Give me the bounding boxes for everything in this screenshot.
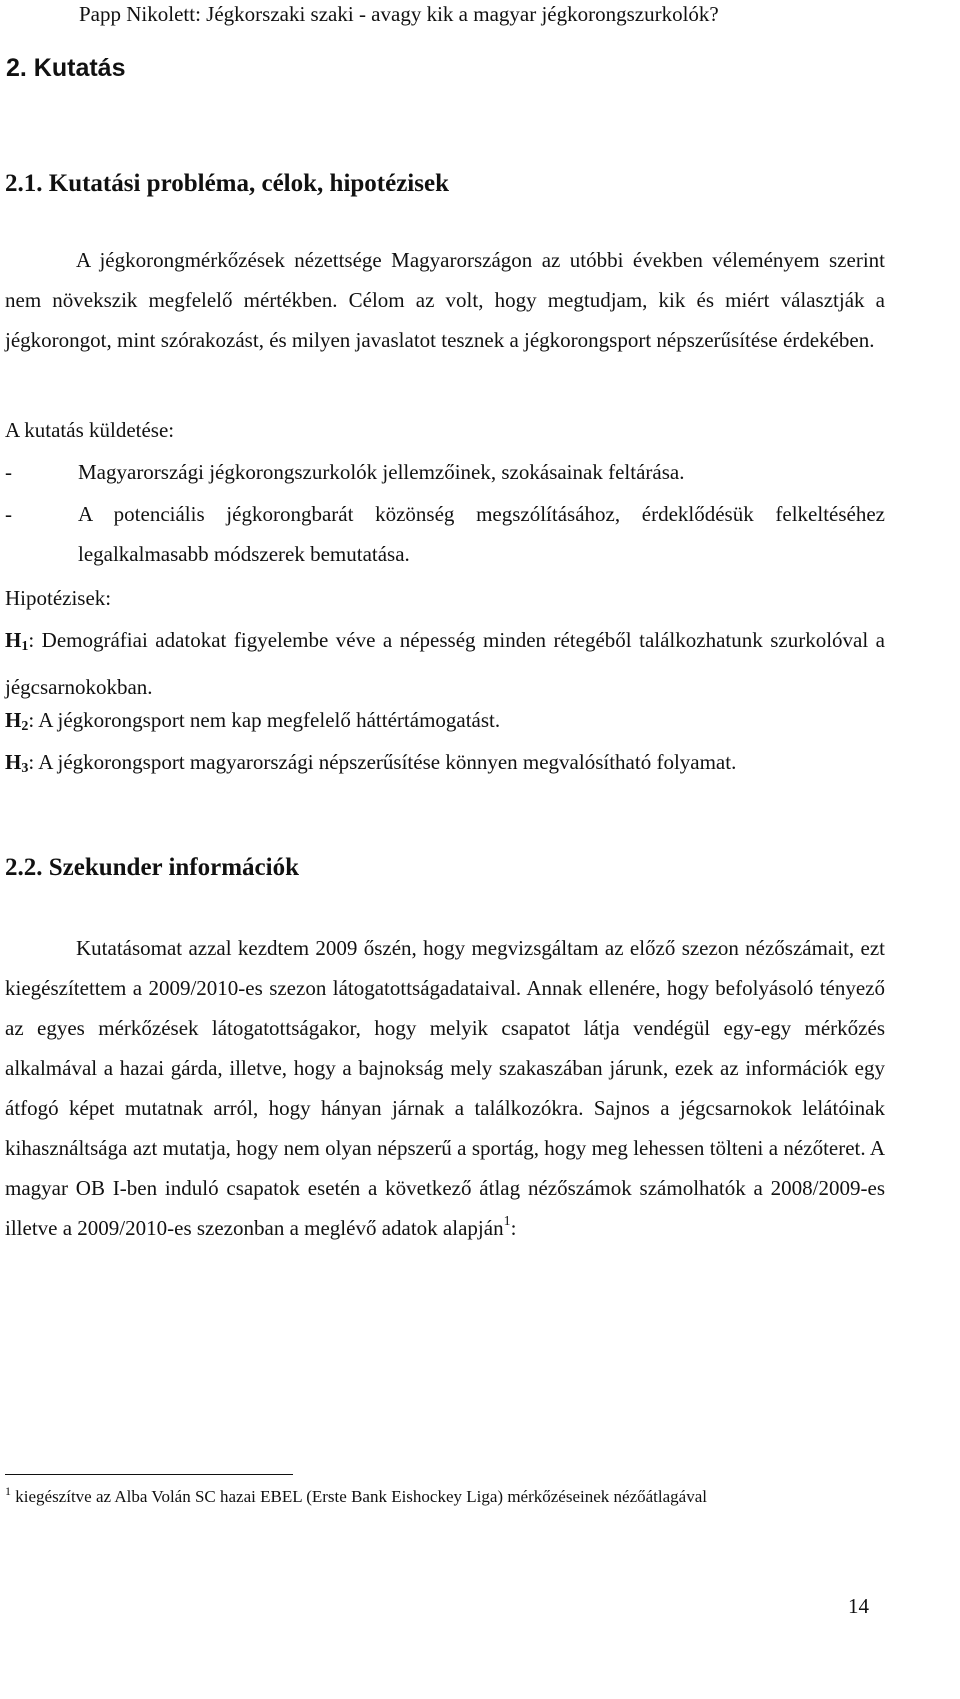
hypothesis-label: $H_2$ — [5, 708, 29, 734]
hypothesis-3 — [5, 742, 885, 789]
bullet-dash: - — [5, 502, 12, 526]
footnote — [5, 1484, 707, 1507]
intro-paragraph: A jégkorongmérkőzések nézettsége Magyarországon az utóbbi években véleményem szerint nem növekszik megfelelő mértékben. Célom az volt, hogy megtudjam, kik és miért választják a jégkorongot, mint szórakozást, és milyen javaslatot tesznek a jégkorongsport népszerűsítése érdekében. — [5, 248, 885, 352]
hypothesis-text: : A jégkorongsport magyarországi népszerűsítése könnyen megvalósítható folyamat. — [28, 750, 737, 774]
mission-item-text: Magyarországi jégkorongszurkolók jellemzőinek, szokásainak feltárása. — [78, 460, 685, 484]
hypothesis-text: : Demográfiai adatokat figyelembe véve a népesség minden rétegéből találkozhatunk szurkolóval a jégcsarnokokban. — [5, 628, 885, 699]
mission-label: A kutatás küldetése: — [5, 418, 175, 442]
footnote-text: kiegészítve az Alba Volán SC hazai EBEL (Erste Bank Eishockey Liga) mérkőzéseinek nézőátlagával — [11, 1487, 707, 1506]
secondary-info-paragraph: Kutatásomat azzal kezdtem 2009 őszén, hogy megvizsgáltam az előző szezon nézőszámait, ezt kiegészítettem a 2009/2010-es szezon látogatottságadataival. Annak ellenére, hogy befolyásoló tényező az egyes mérkőzések látogatottságakor, hogy melyik csapatot látja vendégül egy-egy mérkőzés alkalmával a hazai gárda, illetve, hogy a bajnokság mely szakaszában járunk, ezek az információk egy átfogó képet mutatnak arról, hogy hányan járnak a találkozókra. Sajnos a jégcsarnokok lelátóinak kihasználtsága azt mutatja, hogy nem olyan népszerű a sportág, hogy meg lehessen tölteni a nézőteret. A magyar OB I-ben induló csapatok esetén a következő átlag nézőszámok számolhatók a 2008/2009-es illetve a 2009/2010-es szezonban a meglévő adatok alapján$^1$: — [5, 936, 885, 1240]
page-number: 14 — [848, 1594, 869, 1618]
bullet-dash: - — [5, 460, 12, 484]
hypothesis-1 — [5, 620, 885, 707]
footnote-reference[interactable]: 1 — [503, 1214, 511, 1229]
hypothesis-2 — [5, 700, 885, 747]
mission-item — [5, 494, 885, 574]
hypothesis-label: $H_1$ — [5, 628, 29, 654]
footnote-marker: 1 — [5, 1484, 11, 1498]
section-title-1: 2.1. Kutatási probléma, célok, hipotézisek — [5, 170, 449, 197]
running-header: Papp Nikolett: Jégkorszaki szaki - avagy kik a magyar jégkorongszurkolók? — [79, 2, 719, 26]
chapter-title: 2. Kutatás — [6, 54, 126, 82]
mission-item — [5, 452, 885, 492]
section-title-2: 2.2. Szekunder információk — [5, 854, 299, 881]
hypothesis-text: : A jégkorongsport nem kap megfelelő háttértámogatást. — [28, 708, 501, 732]
mission-item-text: A potenciális jégkorongbarát közönség megszólításához, érdeklődésük felkeltéséhez legalkalmasabb módszerek bemutatása. — [78, 502, 885, 566]
footnote-divider — [5, 1474, 293, 1475]
hypotheses-label: Hipotézisek: — [5, 586, 112, 610]
hypothesis-label: $H_3$ — [5, 750, 29, 776]
